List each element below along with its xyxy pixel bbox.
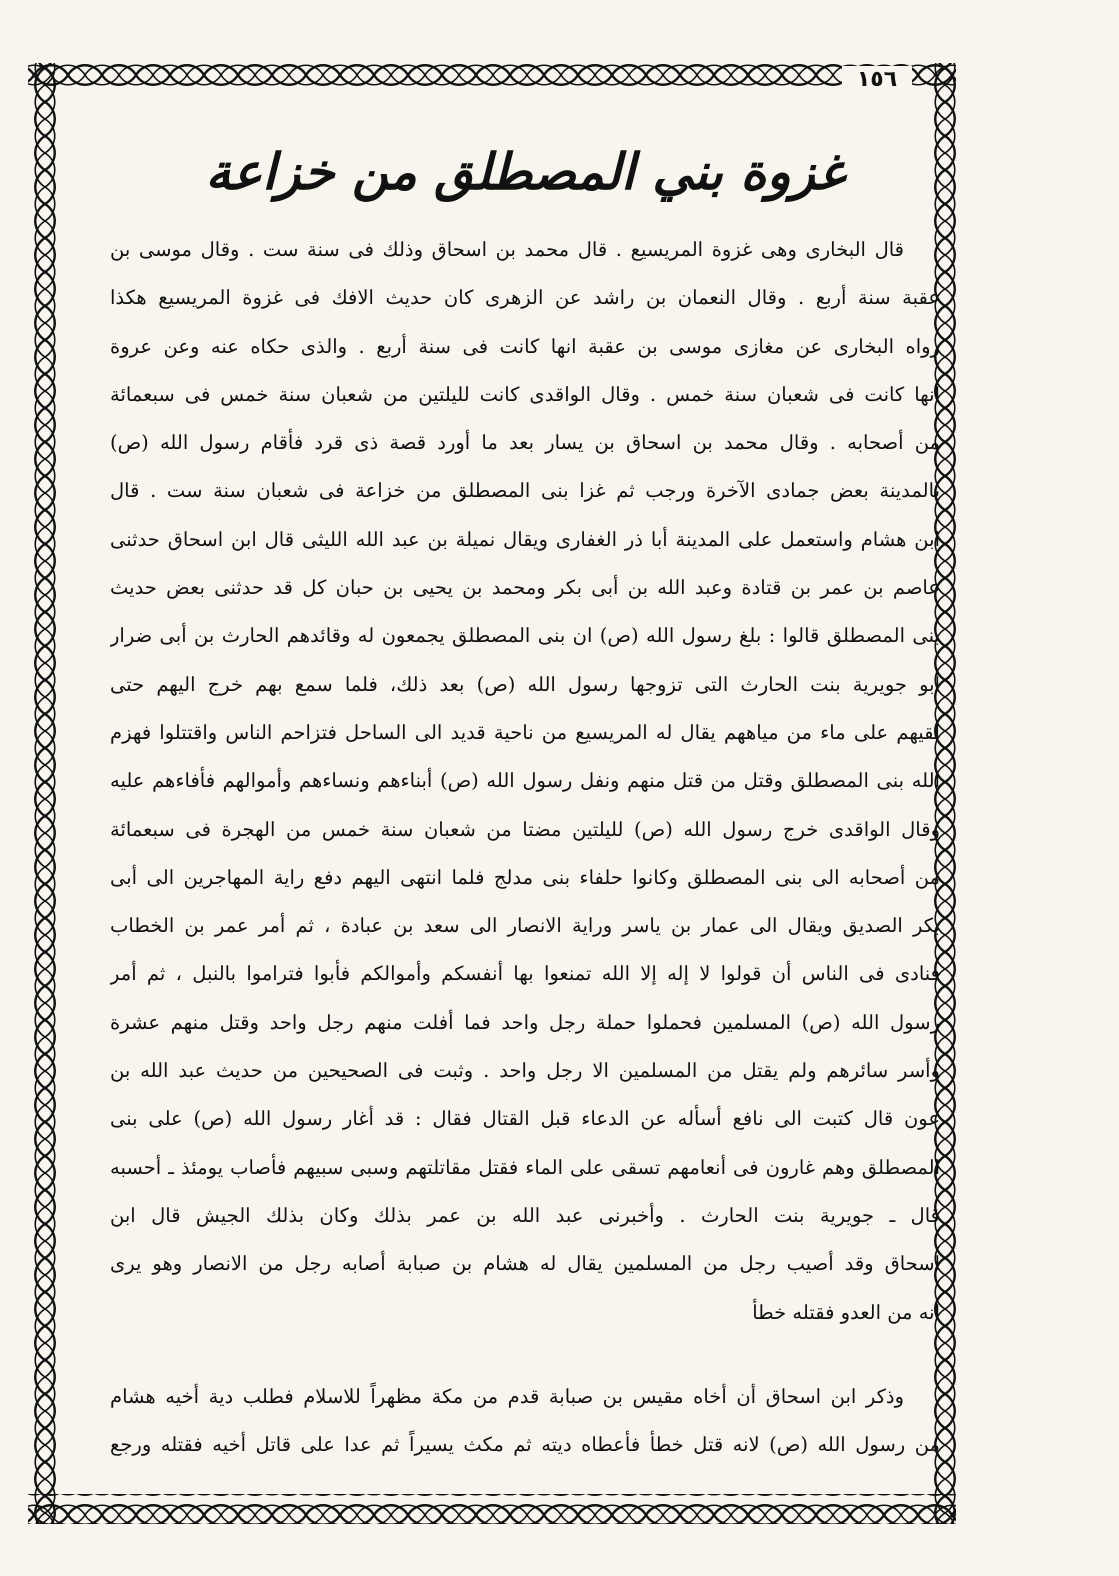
text-line: ابن هشام واستعمل على المدينة أبا ذر الغفارى ويقال نميلة بن عبد الله الليثى قال ابن اسحاق حدثنى — [110, 527, 940, 551]
text-line: وقال الواقدى خرج رسول الله (ص) لليلتين مضتا من شعبان سنة خمس من الهجرة فى سبعمائة — [110, 817, 940, 841]
text-line: قال ـ جويرية بنت الحارث . وأخبرنى عبد الله بن عمر بذلك وكان بذلك الجيش قال ابن — [110, 1203, 940, 1227]
text-line: انها كانت فى شعبان سنة خمس . وقال الواقدى كانت لليلتين من شعبان سنة خمس فى سبعمائة — [110, 382, 940, 406]
page-number: ١٥٦ — [842, 66, 912, 94]
chapter-title: غزوة بني المصطلق من خزاعة — [205, 143, 845, 201]
paragraph-gap — [110, 1337, 940, 1373]
text-line: رسول الله (ص) المسلمين فحملوا حملة رجل واحد فما أفلت منهم رجل واحد وقتل منهم عشرة — [110, 1010, 940, 1034]
text-line: بنى المصطلق قالوا : بلغ رسول الله (ص) ان بنى المصطلق يجمعون له وقائدهم الحارث بن أبى ضرار — [110, 624, 940, 648]
text-line: من أصحابه الى بنى المصطلق وكانوا حلفاء بنى مدلج فلما انتهى اليهم دفع راية المهاجرين الى أبى — [110, 865, 940, 889]
paragraph — [110, 1373, 940, 1470]
text-line: رواه البخارى عن مغازى موسى بن عقبة انها كانت فى سنة أربع . والذى حكاه عنه وعن عروة — [110, 334, 940, 358]
text-line: من رسول الله (ص) لانه قتل خطأ فأعطاه ديته ثم مكث يسيراً ثم عدا على قاتل أخيه فقتله ورجع — [110, 1433, 940, 1457]
text-line: بكر الصديق ويقال الى عمار بن ياسر وراية الانصار الى سعد بن عبادة ، ثم أمر عمر بن الخطاب — [110, 914, 940, 938]
text-line: من أصحابه . وقال محمد بن اسحاق بن يسار بعد ما أورد قصة ذى قرد فأقام رسول الله (ص) — [110, 431, 940, 455]
text-line: فنادى فى الناس أن قولوا لا إله إلا الله تمنعوا بها أنفسكم وأموالكم فأبوا فتراموا بالنبل ، ثم أمر — [110, 962, 940, 986]
text-line: عاصم بن عمر بن قتادة وعبد الله بن أبى بكر ومحمد بن يحيى بن حبان كل قد حدثنى بعض حديث — [110, 576, 940, 600]
body-text — [110, 226, 940, 1469]
text-line: انه من العدو فقتله خطأ — [752, 1300, 940, 1324]
text-line: وأسر سائرهم ولم يقتل من المسلمين الا رجل واحد . وثبت فى الصحيحين من حديث عبد الله بن — [110, 1059, 940, 1083]
text-line: الله بنى المصطلق وقتل من قتل منهم ونفل رسول الله (ص) أبناءهم ونساءهم وأموالهم فأفاءهم عليه — [110, 769, 940, 793]
text-line: أبو جويرية بنت الحارث التى تزوجها رسول الله (ص) بعد ذلك، فلما سمع بهم خرج اليهم حتى — [110, 672, 940, 696]
page-content — [110, 128, 940, 1468]
text-line: المصطلق وهم غارون فى أنعامهم تسقى على الماء فقتل مقاتلتهم وسبى سبيهم فأصاب يومئذ ـ أحسبه — [110, 1155, 940, 1179]
text-line: قال البخارى وهى غزوة المريسيع . قال محمد بن اسحاق وذلك فى سنة ست . وقال موسى بن — [110, 238, 904, 261]
paragraph — [110, 226, 940, 1337]
text-line: اسحاق وقد أصيب رجل من المسلمين يقال له هشام بن صبابة أصابه رجل من الانصار وهو يرى — [110, 1252, 940, 1276]
text-line: عقبة سنة أربع . وقال النعمان بن راشد عن الزهرى كان حديث الافك فى غزوة المريسيع هكذا — [110, 286, 940, 310]
text-line: بالمدينة بعض جمادى الآخرة ورجب ثم غزا بنى المصطلق من خزاعة فى شعبان سنة ست . قال — [110, 479, 940, 503]
text-line: وذكر ابن اسحاق أن أخاه مقيس بن صبابة قدم من مكة مظهراً للاسلام فطلب دية أخيه هشام — [110, 1384, 904, 1408]
text-line: لقيهم على ماء من مياههم يقال له المريسيع من ناحية قديد الى الساحل فتزاحم الناس واقتتلوا فهزم — [110, 720, 940, 744]
text-line: عون قال كتبت الى نافع أسأله عن الدعاء قبل القتال فقال : قد أغار رسول الله (ص) على بنى — [110, 1107, 940, 1131]
